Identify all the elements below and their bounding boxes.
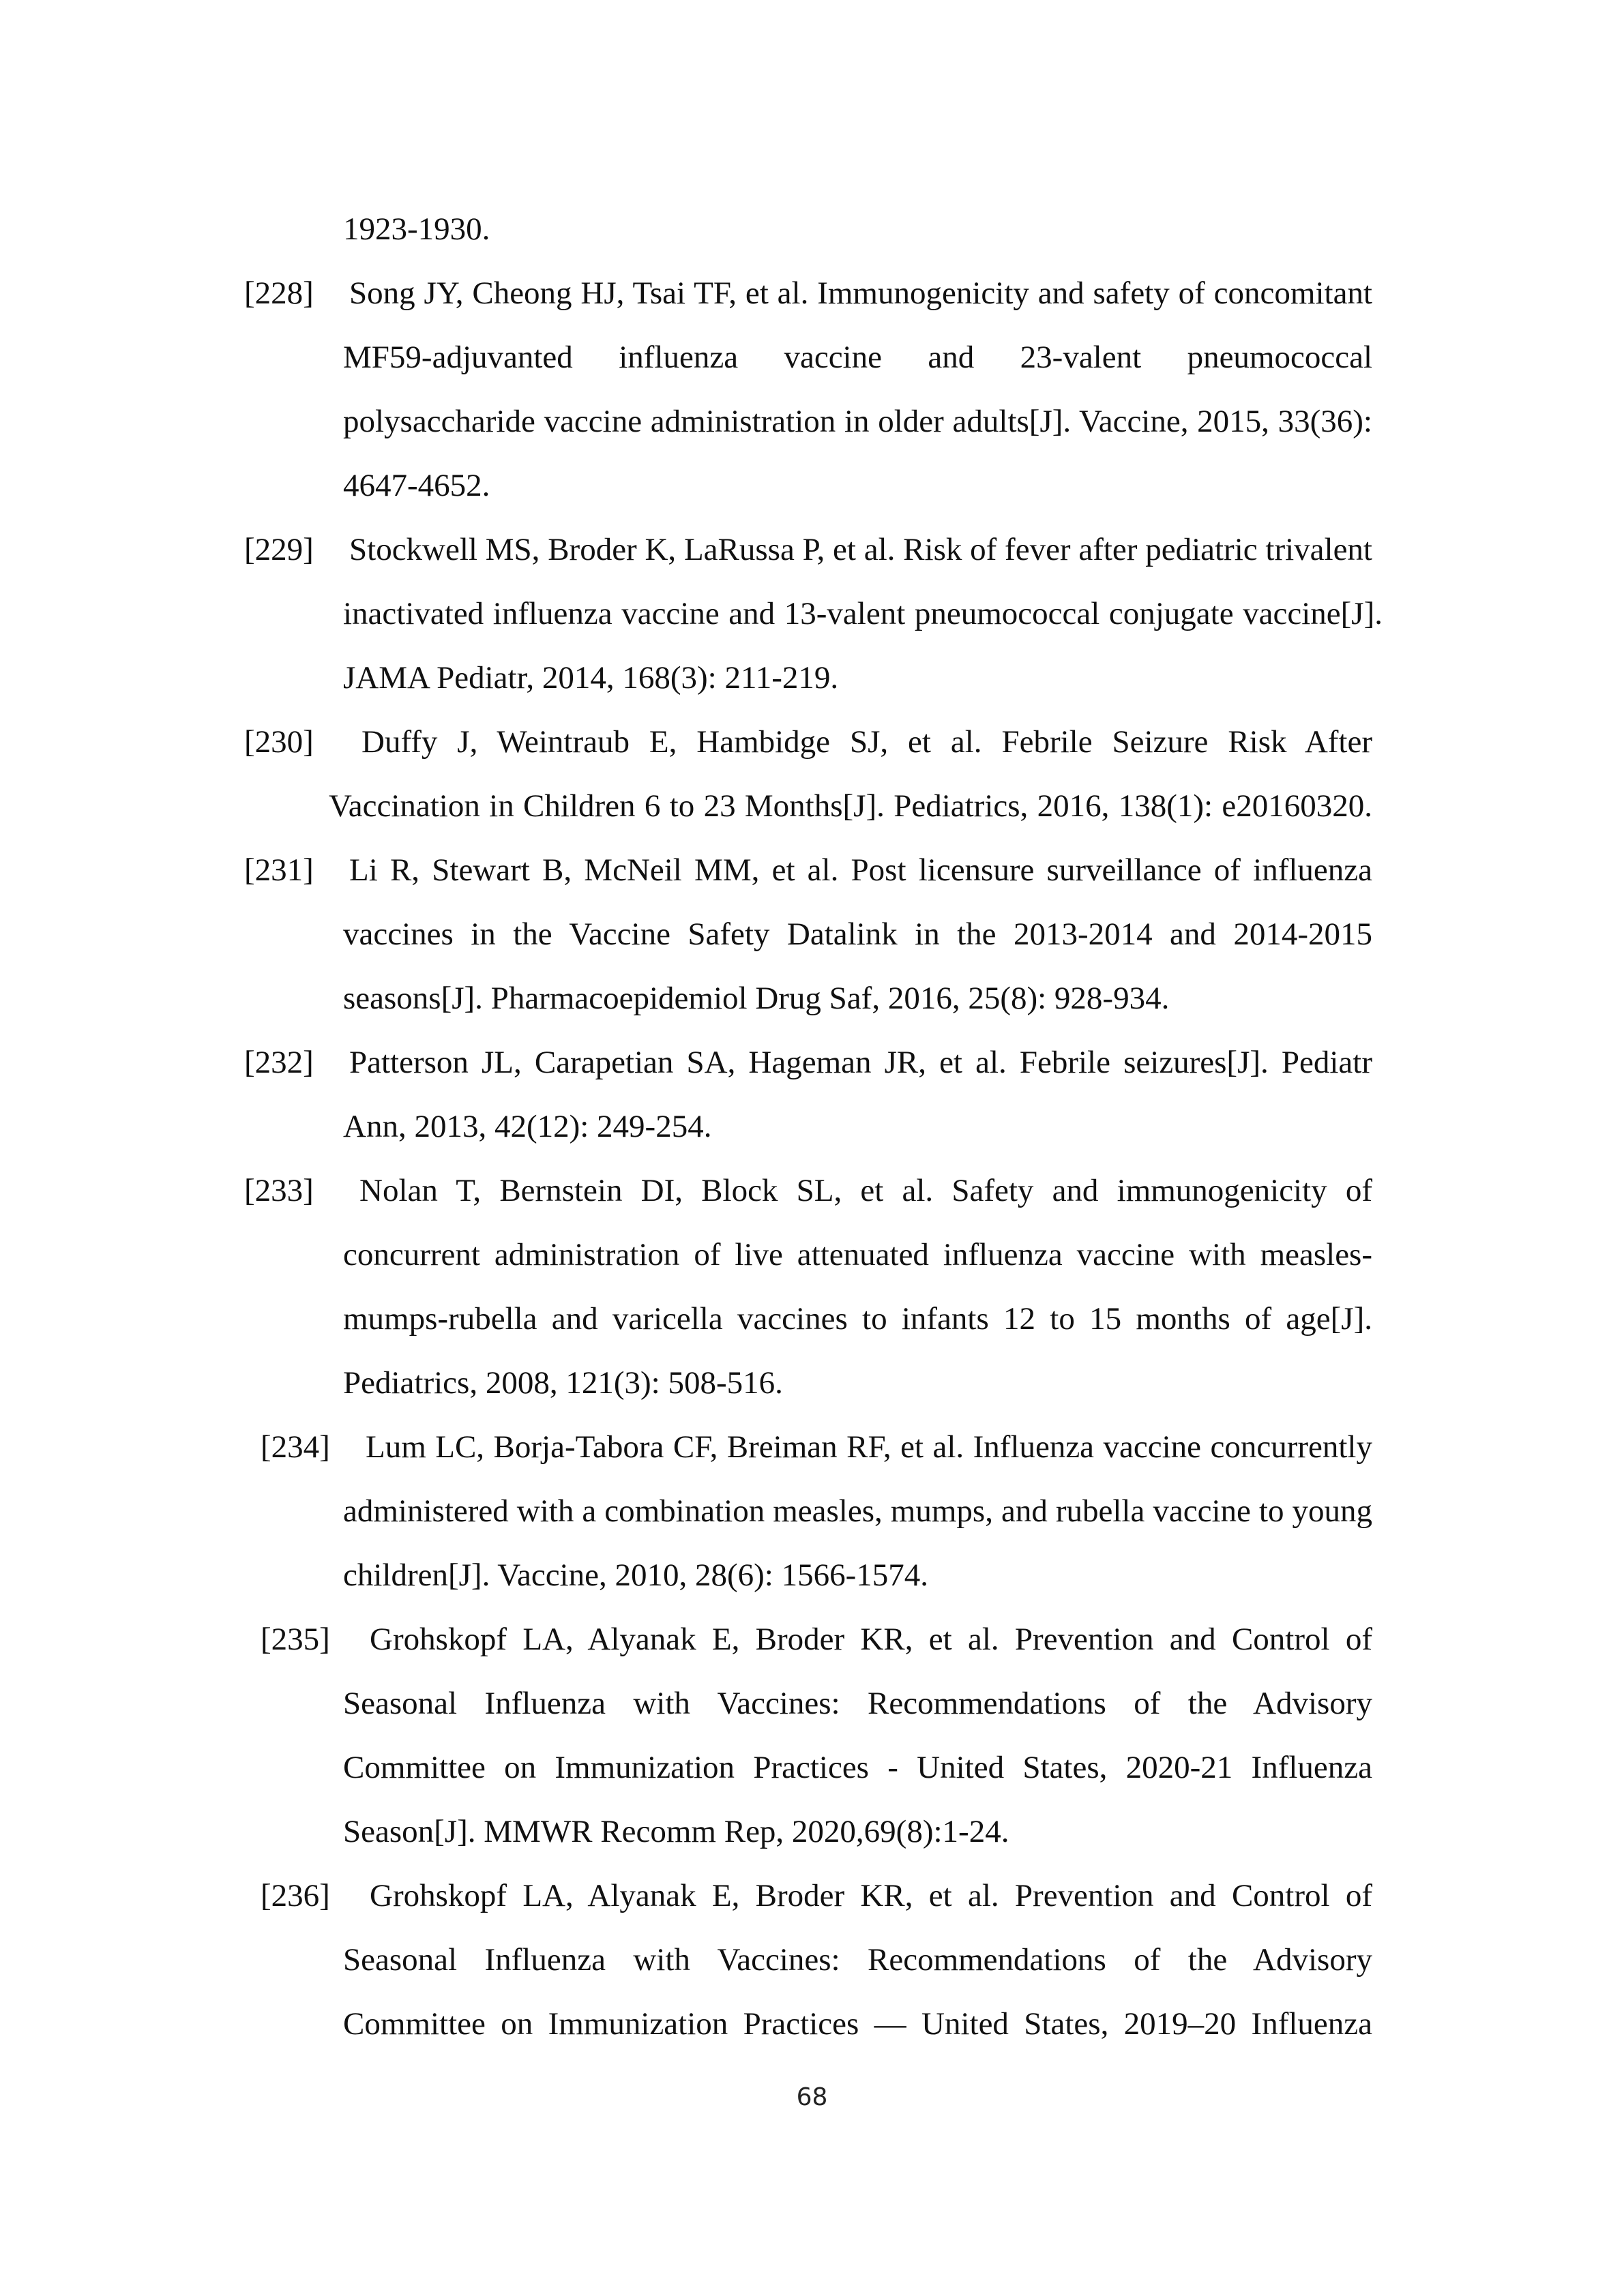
reference-number: [229] (244, 532, 314, 567)
reference-number: [233] (244, 1173, 314, 1208)
reference-line: 4647-4652. (343, 468, 490, 503)
reference-number: [232] (244, 1045, 314, 1080)
reference-number: [231] (244, 852, 314, 888)
page-number: 68 (796, 2083, 828, 2111)
reference-line: children[J]. Vaccine, 2010, 28(6): 1566-1574. (343, 1557, 928, 1593)
reference-line: Duffy J, Weintraub E, Hambidge SJ, et al. Febrile Seizure Risk After (361, 724, 1372, 760)
reference-line: Vaccination in Children 6 to 23 Months[J]. Pediatrics, 2016, 138(1): e20160320. (329, 788, 1372, 824)
reference-line: vaccines in the Vaccine Safety Datalink in the 2013-2014 and 2014-2015 (343, 916, 1372, 952)
reference-line: concurrent administration of live attenuated influenza vaccine with measles- (343, 1237, 1372, 1272)
reference-number: [228] (244, 275, 314, 311)
reference-line: mumps-rubella and varicella vaccines to infants 12 to 15 months of age[J]. (343, 1301, 1372, 1337)
reference-line: Committee on Immunization Practices — United States, 2019–20 Influenza (343, 2006, 1372, 2042)
reference-line: MF59-adjuvanted influenza vaccine and 23-valent pneumococcal (343, 340, 1372, 375)
reference-line: Nolan T, Bernstein DI, Block SL, et al. Safety and immunogenicity of (359, 1173, 1372, 1208)
reference-line: Seasonal Influenza with Vaccines: Recommendations of the Advisory (343, 1686, 1372, 1721)
reference-line: Song JY, Cheong HJ, Tsai TF, et al. Immunogenicity and safety of concomitant (349, 275, 1372, 311)
reference-number: [234] (261, 1429, 330, 1465)
reference-line: Committee on Immunization Practices - United States, 2020-21 Influenza (343, 1750, 1372, 1785)
reference-number: [230] (244, 724, 314, 760)
reference-line: Pediatrics, 2008, 121(3): 508-516. (343, 1365, 783, 1401)
reference-line: JAMA Pediatr, 2014, 168(3): 211-219. (343, 660, 839, 696)
reference-line: Ann, 2013, 42(12): 249-254. (343, 1109, 712, 1144)
reference-line: Li R, Stewart B, McNeil MM, et al. Post licensure surveillance of influenza (349, 852, 1372, 888)
reference-continuation-line: 1923-1930. (343, 211, 490, 247)
reference-line: administered with a combination measles, mumps, and rubella vaccine to young (343, 1493, 1372, 1529)
reference-line: seasons[J]. Pharmacoepidemiol Drug Saf, 2016, 25(8): 928-934. (343, 981, 1170, 1016)
reference-line: Patterson JL, Carapetian SA, Hageman JR, et al. Febrile seizures[J]. Pediatr (349, 1045, 1372, 1080)
reference-line: polysaccharide vaccine administration in older adults[J]. Vaccine, 2015, 33(36): (343, 404, 1372, 439)
reference-line: Grohskopf LA, Alyanak E, Broder KR, et al. Prevention and Control of (370, 1622, 1372, 1657)
reference-line: inactivated influenza vaccine and 13-valent pneumococcal conjugate vaccine[J]. (343, 596, 1383, 631)
reference-line: Seasonal Influenza with Vaccines: Recommendations of the Advisory (343, 1942, 1372, 1978)
reference-line: Lum LC, Borja-Tabora CF, Breiman RF, et al. Influenza vaccine concurrently (366, 1429, 1372, 1465)
reference-line: Grohskopf LA, Alyanak E, Broder KR, et al. Prevention and Control of (370, 1878, 1372, 1913)
reference-number: [236] (261, 1878, 330, 1913)
reference-line: Stockwell MS, Broder K, LaRussa P, et al. Risk of fever after pediatric trivalent (349, 532, 1372, 567)
reference-line: Season[J]. MMWR Recomm Rep, 2020,69(8):1-24. (343, 1814, 1009, 1849)
reference-number: [235] (261, 1622, 330, 1657)
